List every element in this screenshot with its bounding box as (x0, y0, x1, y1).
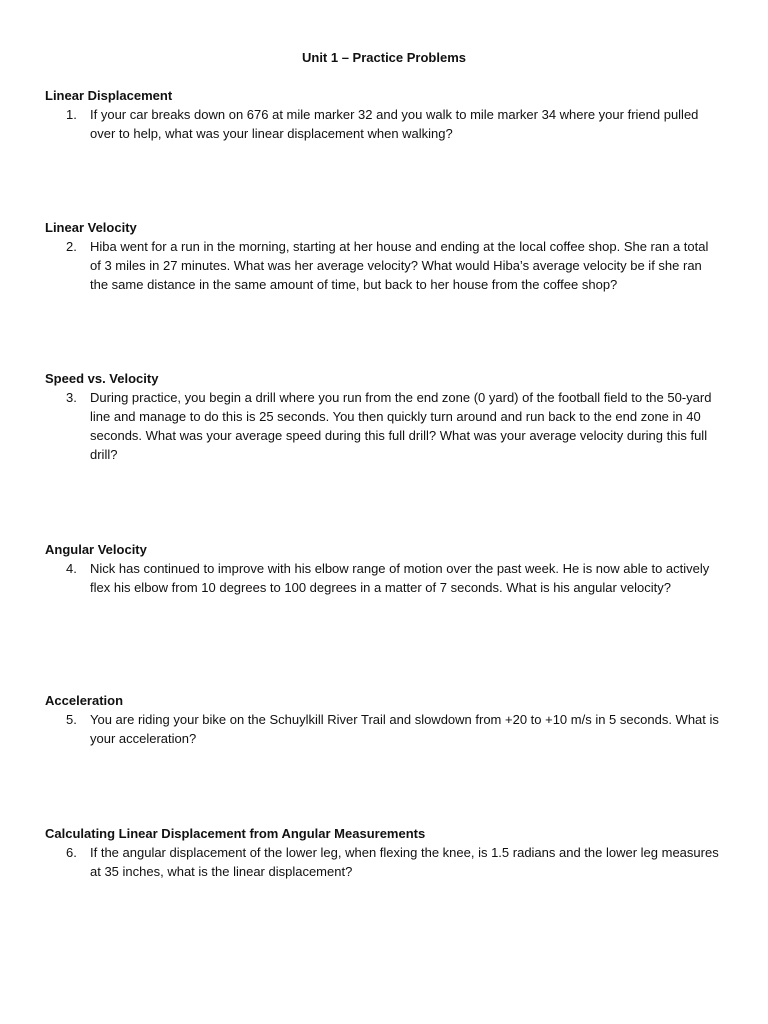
section-angular-velocity (45, 540, 725, 597)
problem-text: If the angular displacement of the lower leg, when flexing the knee, is 1.5 radians and the lower leg measures at 35 inches, what is the linear displacement? (90, 845, 719, 879)
section-acceleration (45, 691, 725, 748)
section-linear-displacement (45, 86, 725, 143)
problem-number: 4. (66, 561, 77, 576)
problem-item (45, 843, 725, 881)
problem-item (45, 237, 725, 294)
section-heading: Linear Velocity (45, 220, 137, 235)
problem-number: 5. (66, 712, 77, 727)
section-heading: Linear Displacement (45, 88, 173, 103)
section-heading: Acceleration (45, 693, 124, 708)
problem-text: You are riding your bike on the Schuylkill River Trail and slowdown from +20 to +10 m/s in 5 seconds. What is your acceleration? (90, 712, 719, 746)
problem-text: If your car breaks down on 676 at mile marker 32 and you walk to mile marker 34 where your friend pulled over to help, what was your linear displacement when walking? (90, 107, 699, 141)
section-speed-vs-velocity (45, 369, 725, 464)
problem-item (45, 559, 725, 597)
problem-number: 1. (66, 107, 77, 122)
document-title: Unit 1 – Practice Problems (301, 50, 466, 65)
problem-item (45, 105, 725, 143)
section-heading: Angular Velocity (45, 542, 147, 557)
section-linear-velocity (45, 218, 725, 294)
problem-text: During practice, you begin a drill where you run from the end zone (0 yard) of the football field to the 50-yard line and manage to do this is 25 seconds. You then quickly turn around and run back to the end zone in 40 seconds. What was your average speed during this full drill? What was your average velocity during this full drill? (90, 390, 712, 462)
problem-number: 6. (66, 845, 77, 860)
problem-item (45, 388, 725, 464)
section-heading: Speed vs. Velocity (45, 371, 159, 386)
problem-number: 3. (66, 390, 77, 405)
problem-text: Nick has continued to improve with his elbow range of motion over the past week. He is now able to actively flex his elbow from 10 degrees to 100 degrees in a matter of 7 seconds. What is his angular velocity? (90, 561, 710, 595)
problem-text: Hiba went for a run in the morning, starting at her house and ending at the local coffee shop. She ran a total of 3 miles in 27 minutes. What was her average velocity? What would Hiba’s average velocity be if she ran the same distance in the same amount of time, but back to her house from the coffee shop? (90, 239, 709, 292)
problem-item (45, 710, 725, 748)
problem-number: 2. (66, 239, 77, 254)
section-heading: Calculating Linear Displacement from Angular Measurements (45, 826, 426, 841)
section-angular-to-linear (45, 824, 725, 881)
